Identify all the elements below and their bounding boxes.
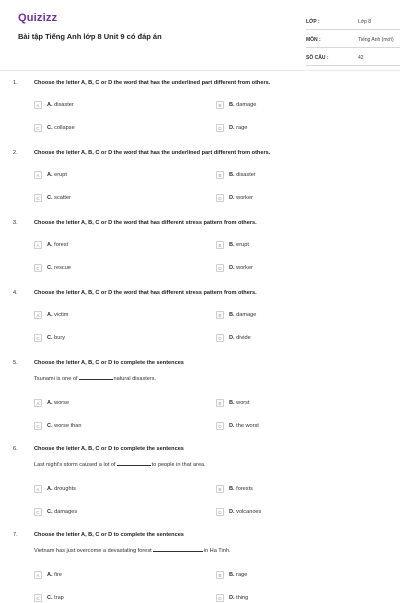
option-checkbox[interactable]: A: [34, 571, 42, 579]
answer-option-d[interactable]: [216, 421, 259, 431]
option-label: [229, 486, 253, 492]
option-letter: B.: [229, 572, 235, 578]
answer-option-c[interactable]: [34, 123, 75, 133]
option-letter: D.: [229, 595, 235, 601]
option-letter: C.: [47, 265, 53, 271]
question-number: 4.: [13, 290, 18, 296]
option-letter: B.: [229, 486, 235, 492]
option-checkbox[interactable]: A: [34, 101, 42, 109]
meta-row-subject: [306, 34, 400, 48]
option-label: [47, 265, 71, 271]
option-label: [47, 102, 74, 108]
option-letter: C.: [47, 195, 53, 201]
option-label: [229, 335, 251, 341]
sentence-after-blank: to people in that area.: [151, 462, 206, 468]
option-letter: A.: [47, 400, 53, 406]
option-checkbox[interactable]: A: [34, 311, 42, 319]
option-letter: A.: [47, 102, 53, 108]
option-letter: C.: [47, 595, 53, 601]
question-prompt: Choose the letter A, B, C or D the word that has the underlined part different from others.: [34, 80, 271, 86]
option-text: damages: [54, 509, 78, 515]
answer-option-a[interactable]: [34, 170, 67, 180]
option-label: [229, 242, 249, 248]
option-checkbox[interactable]: B: [216, 241, 224, 249]
answer-option-d[interactable]: [216, 593, 248, 603]
option-label: [47, 486, 76, 492]
option-letter: C.: [47, 423, 53, 429]
option-checkbox[interactable]: B: [216, 399, 224, 407]
option-checkbox[interactable]: A: [34, 399, 42, 407]
option-checkbox[interactable]: B: [216, 485, 224, 493]
option-text: damage: [236, 102, 257, 108]
option-letter: A.: [47, 312, 53, 318]
option-letter: A.: [47, 486, 53, 492]
answer-option-b[interactable]: [216, 484, 253, 494]
answer-blank: [79, 379, 113, 380]
option-letter: C.: [47, 125, 53, 131]
option-letter: D.: [229, 265, 235, 271]
option-checkbox[interactable]: D: [216, 508, 224, 516]
option-checkbox[interactable]: A: [34, 171, 42, 179]
question-prompt: Choose the letter A, B, C or D the word that has the underlined part different from others.: [34, 150, 271, 156]
meta-value: Lớp 8: [358, 19, 372, 25]
option-text: scatter: [54, 195, 71, 201]
option-checkbox[interactable]: B: [216, 171, 224, 179]
question-number: 5.: [13, 360, 18, 366]
option-text: the worst: [236, 423, 259, 429]
option-text: forests: [236, 486, 253, 492]
question-number: 1.: [13, 80, 18, 86]
option-text: collapse: [54, 125, 75, 131]
answer-option-b[interactable]: [216, 310, 256, 320]
option-letter: C.: [47, 509, 53, 515]
question-prompt: Choose the letter A, B, C or D the word that has different stress pattern from others.: [34, 220, 257, 226]
option-letter: D.: [229, 335, 235, 341]
option-label: [229, 125, 247, 131]
option-checkbox[interactable]: C: [34, 334, 42, 342]
option-checkbox[interactable]: A: [34, 241, 42, 249]
sentence-before-blank: Vietnam has just overcome a devastating forest: [34, 548, 152, 554]
sentence-before-blank: Tsunami is one of: [34, 376, 78, 382]
meta-label: LỚP :: [306, 19, 320, 25]
meta-value: 42: [358, 55, 364, 61]
option-label: [229, 572, 247, 578]
answer-option-c[interactable]: [34, 193, 71, 203]
answer-option-c[interactable]: [34, 507, 77, 517]
meta-value: Tiếng Anh (mới): [358, 37, 394, 43]
option-checkbox[interactable]: C: [34, 194, 42, 202]
question-prompt: Choose the letter A, B, C or D to complete the sentences: [34, 360, 184, 366]
worksheet-header: [18, 12, 394, 68]
meta-label: MÔN :: [306, 37, 321, 43]
option-text: disaster: [54, 102, 74, 108]
answer-option-c[interactable]: [34, 263, 71, 273]
answer-option-c[interactable]: [34, 593, 64, 603]
question-number: 6.: [13, 446, 18, 452]
option-text: damage: [236, 312, 257, 318]
option-text: rage: [236, 572, 248, 578]
option-letter: D.: [229, 509, 235, 515]
option-text: forest: [54, 242, 69, 248]
option-checkbox[interactable]: D: [216, 124, 224, 132]
answer-option-c[interactable]: [34, 421, 82, 431]
page-title: Bài tập Tiếng Anh lớp 8 Unit 9 có đáp án: [18, 32, 162, 41]
answer-blank: [117, 465, 151, 466]
meta-row-question-count: [306, 52, 400, 66]
sentence-before-blank: Last night's storm caused a lot of: [34, 462, 116, 468]
question-prompt: Choose the letter A, B, C or D to complete the sentences: [34, 532, 184, 538]
answer-option-b[interactable]: [216, 100, 256, 110]
answer-option-d[interactable]: [216, 263, 253, 273]
option-label: [47, 312, 68, 318]
option-label: [229, 102, 256, 108]
answer-option-d[interactable]: [216, 507, 261, 517]
option-label: [229, 195, 253, 201]
option-text: bury: [54, 335, 66, 341]
option-text: erupt: [236, 242, 249, 248]
option-checkbox[interactable]: C: [34, 264, 42, 272]
option-label: [229, 265, 253, 271]
option-label: [229, 595, 248, 601]
option-text: victim: [54, 312, 69, 318]
option-text: worker: [236, 265, 253, 271]
option-label: [229, 400, 250, 406]
question-prompt: Choose the letter A, B, C or D to complete the sentences: [34, 446, 184, 452]
option-label: [47, 509, 77, 515]
option-label: [229, 423, 259, 429]
answer-option-b[interactable]: [216, 570, 247, 580]
option-text: droughts: [54, 486, 76, 492]
option-checkbox[interactable]: D: [216, 594, 224, 602]
option-label: [47, 423, 82, 429]
quizizz-logo[interactable]: Quizizz: [18, 12, 58, 24]
option-text: fire: [54, 572, 62, 578]
answer-blank: [153, 551, 203, 552]
option-label: [229, 509, 261, 515]
option-letter: C.: [47, 335, 53, 341]
sentence-after-blank: in Ha Tinh.: [203, 548, 231, 554]
option-text: erupt: [54, 172, 67, 178]
option-letter: B.: [229, 172, 235, 178]
option-label: [47, 400, 69, 406]
option-label: [47, 172, 67, 178]
option-checkbox[interactable]: B: [216, 101, 224, 109]
question-number: 2.: [13, 150, 18, 156]
option-letter: B.: [229, 312, 235, 318]
answer-option-d[interactable]: [216, 333, 251, 343]
option-text: thing: [236, 595, 249, 601]
option-checkbox[interactable]: C: [34, 124, 42, 132]
option-checkbox[interactable]: C: [34, 422, 42, 430]
option-text: worst: [236, 400, 250, 406]
option-text: worker: [236, 195, 253, 201]
option-checkbox[interactable]: A: [34, 485, 42, 493]
option-letter: A.: [47, 572, 53, 578]
option-letter: B.: [229, 102, 235, 108]
option-checkbox[interactable]: D: [216, 264, 224, 272]
option-letter: A.: [47, 242, 53, 248]
question-number: 3.: [13, 220, 18, 226]
option-label: [47, 335, 65, 341]
option-checkbox[interactable]: D: [216, 194, 224, 202]
worksheet-meta: [306, 16, 400, 66]
option-letter: B.: [229, 400, 235, 406]
answer-option-a[interactable]: [34, 310, 68, 320]
answer-option-a[interactable]: [34, 240, 68, 250]
option-letter: D.: [229, 195, 235, 201]
option-text: disaster: [236, 172, 256, 178]
answer-option-a[interactable]: [34, 570, 62, 580]
answer-option-b[interactable]: [216, 398, 250, 408]
answer-option-d[interactable]: [216, 193, 253, 203]
option-checkbox[interactable]: B: [216, 311, 224, 319]
answer-option-d[interactable]: [216, 123, 247, 133]
option-label: [47, 125, 75, 131]
meta-row-class: [306, 16, 400, 30]
option-text: rescue: [54, 265, 71, 271]
option-checkbox[interactable]: D: [216, 334, 224, 342]
option-checkbox[interactable]: C: [34, 508, 42, 516]
option-label: [47, 242, 68, 248]
meta-label: SỐ CÂU :: [306, 55, 329, 61]
option-checkbox[interactable]: B: [216, 571, 224, 579]
question-number: 7.: [13, 532, 18, 538]
option-checkbox[interactable]: C: [34, 594, 42, 602]
option-letter: D.: [229, 125, 235, 131]
question-prompt: Choose the letter A, B, C or D the word that has different stress pattern from others.: [34, 290, 257, 296]
option-label: [47, 595, 64, 601]
option-text: worse: [54, 400, 70, 406]
option-label: [47, 195, 71, 201]
option-label: [47, 572, 62, 578]
answer-option-c[interactable]: [34, 333, 65, 343]
sentence-after-blank: natural disasters.: [113, 376, 157, 382]
question-sentence: [34, 462, 206, 468]
question-sentence: [34, 548, 231, 554]
option-text: divide: [236, 335, 251, 341]
option-label: [229, 172, 256, 178]
option-label: [229, 312, 256, 318]
option-letter: A.: [47, 172, 53, 178]
option-text: volcanoes: [236, 509, 262, 515]
option-text: rage: [236, 125, 248, 131]
option-text: trap: [54, 595, 64, 601]
answer-option-a[interactable]: [34, 100, 74, 110]
answer-option-b[interactable]: [216, 170, 256, 180]
option-checkbox[interactable]: D: [216, 422, 224, 430]
option-letter: B.: [229, 242, 235, 248]
header-divider: [0, 70, 400, 71]
option-letter: D.: [229, 423, 235, 429]
option-text: worse than: [54, 423, 82, 429]
answer-option-b[interactable]: [216, 240, 249, 250]
answer-option-a[interactable]: [34, 484, 76, 494]
answer-option-a[interactable]: [34, 398, 69, 408]
question-sentence: [34, 376, 156, 382]
